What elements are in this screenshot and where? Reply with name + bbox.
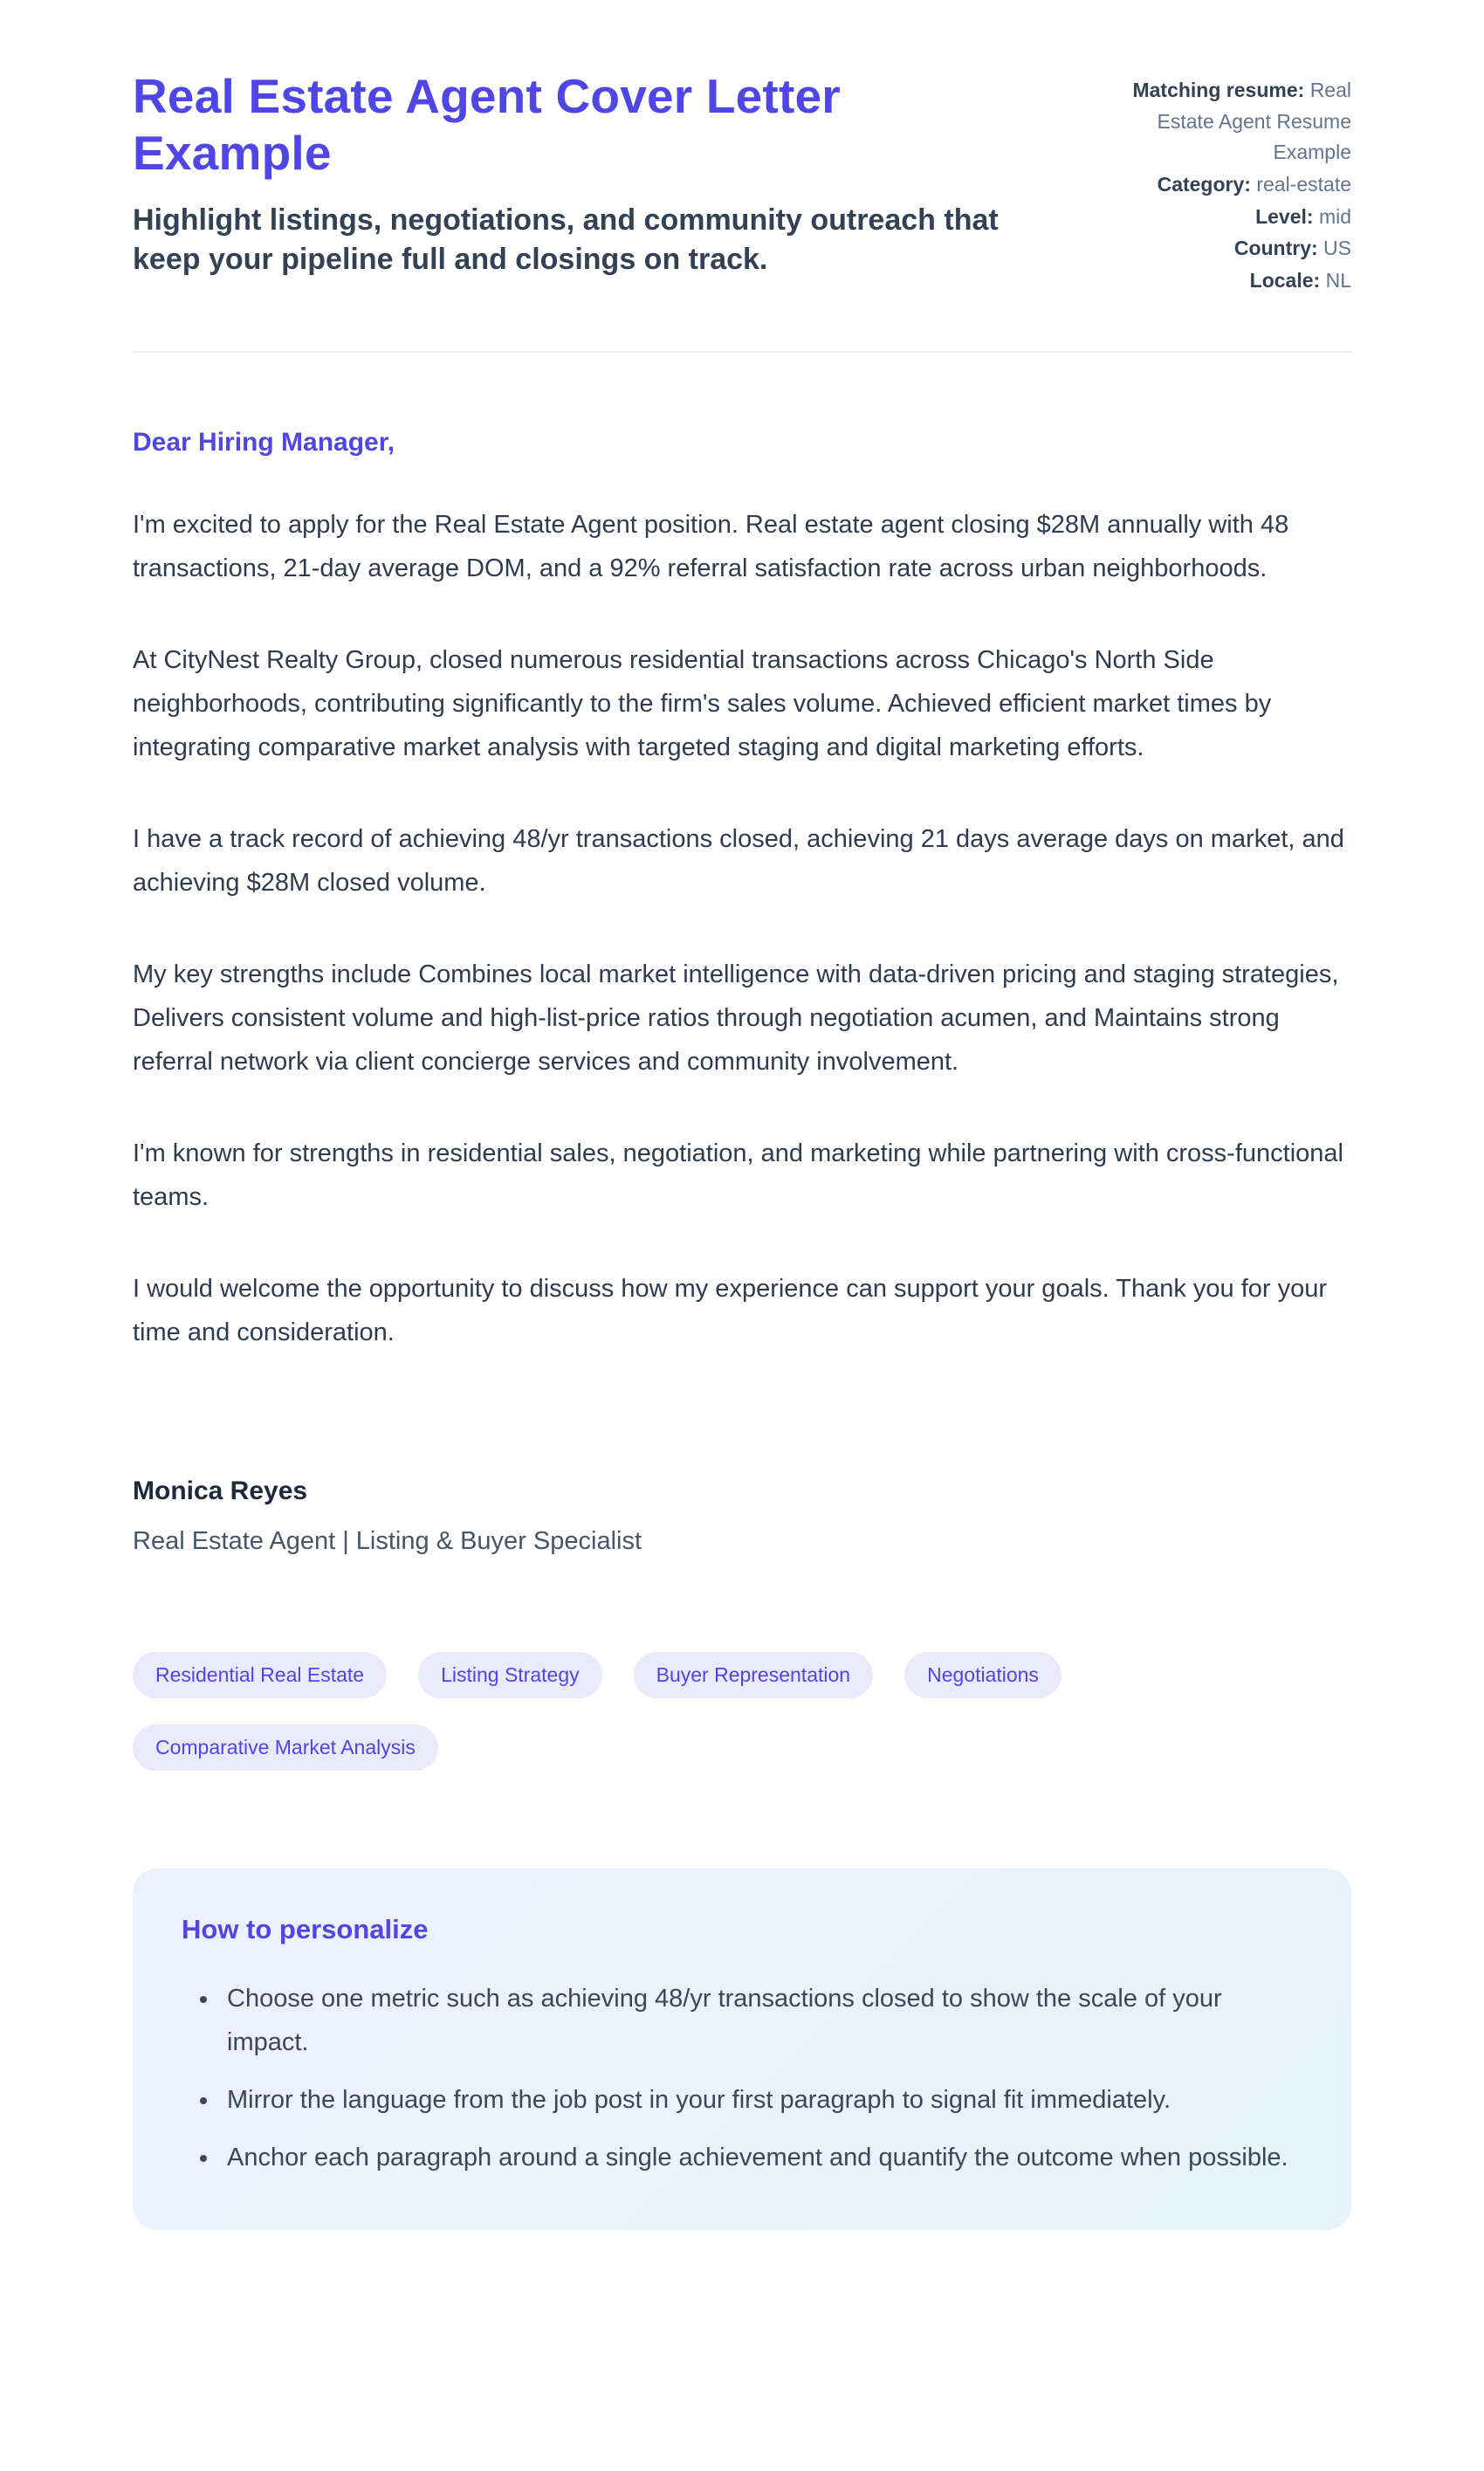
page-header (133, 68, 1351, 297)
letter-paragraph: I'm known for strengths in residential sales, negotiation, and marketing while partnering with cross-functional teams. (133, 1139, 1343, 1212)
signature-name: Monica Reyes (133, 1476, 308, 1506)
header-divider (133, 351, 1351, 353)
meta-locale-value: NL (1325, 268, 1351, 292)
cover-letter-body (133, 428, 1351, 2230)
callout-bullet: • Anchor each paragraph around a single achievement and quantify the outcome when possible. (220, 2136, 1302, 2179)
meta-matching-resume-label: Matching resume: (1132, 79, 1305, 101)
callout-title: How to personalize (182, 1914, 429, 1945)
letter-paragraph: I'm excited to apply for the Real Estate Agent position. Real estate agent closing $28M annually with 48 transactions, 21-day average DOM, and a 92% referral satisfaction rate across urban neighborhoods. (133, 511, 1289, 583)
meta-category-value: real-estate (1256, 172, 1351, 196)
skill-tag: Residential Real Estate (133, 1652, 387, 1698)
letter-paragraph: I have a track record of achieving 48/yr transactions closed, achieving 21 days average days on market, and achieving $28M closed volume. (133, 825, 1344, 898)
skill-tag: Negotiations (904, 1652, 1061, 1698)
meta-locale (1079, 265, 1351, 297)
callout-bullet-list (182, 1977, 1302, 2179)
meta-country-label: Country: (1233, 237, 1318, 260)
callout-bullet: • Choose one metric such as achieving 48/yr transactions closed to show the scale of your impact. (220, 1977, 1302, 2064)
how-to-personalize-callout (133, 1869, 1351, 2230)
meta-category (1079, 169, 1351, 201)
meta-level-label: Level: (1255, 204, 1314, 228)
page-container (133, 0, 1351, 2326)
meta-country-value: US (1323, 237, 1351, 260)
meta-matching-resume-value: Real Estate Agent Resume Example (1157, 79, 1351, 164)
meta-matching-resume (1079, 75, 1351, 169)
skill-tag: Buyer Representation (634, 1652, 873, 1698)
skill-tags (133, 1652, 1137, 1771)
header-title-block (133, 68, 1019, 279)
meta-country (1079, 233, 1351, 265)
meta-level-value: mid (1318, 204, 1351, 228)
signature-role: Real Estate Agent | Listing & Buyer Specialist (133, 1527, 642, 1556)
callout-bullet: • Mirror the language from the job post in your first paragraph to signal fit immediately. (220, 2078, 1302, 2122)
letter-paragraph: My key strengths include Combines local market intelligence with data-driven pricing and staging strategies, Delivers consistent volume and high-list-price ratios through negotiation acumen, and Maintains strong referral network via client concierge services and community involvement. (133, 960, 1339, 1077)
meta-category-label: Category: (1157, 172, 1251, 196)
skill-tag: Listing Strategy (418, 1652, 602, 1698)
page-title: Real Estate Agent Cover Letter Example (133, 69, 841, 180)
metadata-panel (1079, 68, 1351, 297)
salutation: Dear Hiring Manager, (133, 428, 395, 458)
meta-level (1079, 202, 1351, 233)
signature-block (133, 1476, 1351, 1556)
page-subtitle: Highlight listings, negotiations, and community outreach that keep your pipeline full and closings on track. (133, 203, 999, 276)
letter-paragraph: At CityNest Realty Group, closed numerous residential transactions across Chicago's North Side neighborhoods, contributing significantly to the firm's sales volume. Achieved efficient market times by integrating comparative market analysis with targeted staging and digital marketing efforts. (133, 646, 1272, 762)
meta-locale-label: Locale: (1249, 268, 1321, 292)
skill-tag: Comparative Market Analysis (133, 1724, 438, 1771)
letter-paragraph: I would welcome the opportunity to discuss how my experience can support your goals. Thank you for your time and consideration. (133, 1275, 1328, 1347)
